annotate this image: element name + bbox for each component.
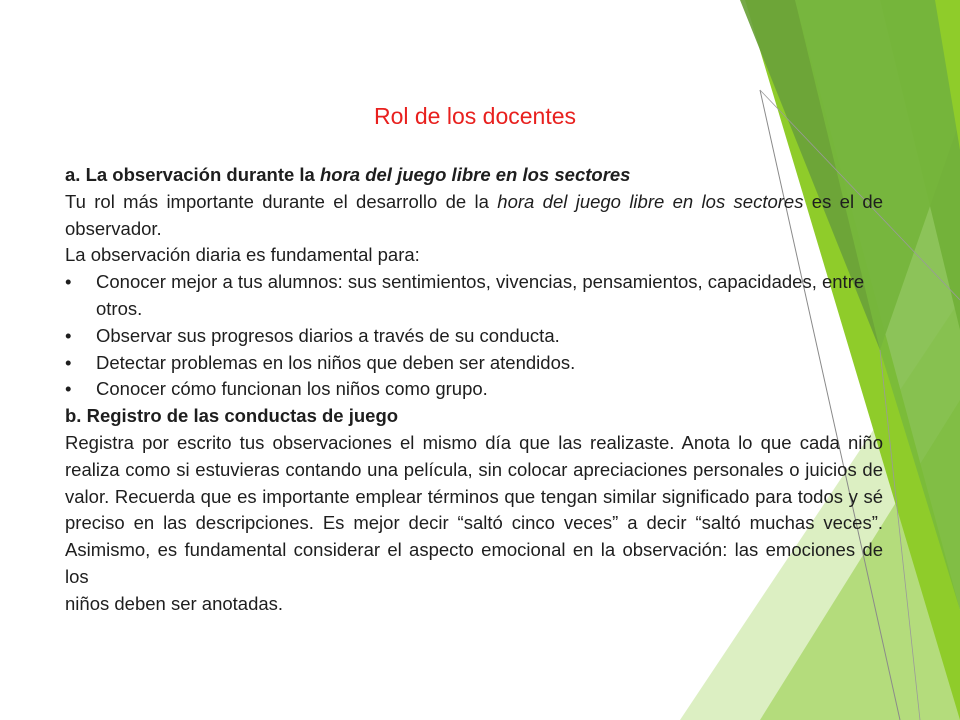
section-b-paragraph: Registra por escrito tus observaciones el mismo día que las realizaste. Anota lo que cada niño realiza como si estuvieras contando una película, sin colocar apreciaciones personales o juicios de valor. Recuerda que es importante emplear términos que tengan similar significado para todos y sé preciso en las descripciones. Es mejor decir “saltó cinco veces” a decir “saltó muchas veces”. Asimismo, es fundamental considerar el aspecto emocional en la observación: las emociones de los	[65, 431, 883, 587]
section-a-paragraph	[65, 189, 883, 243]
bullet-item	[65, 269, 883, 323]
bullet-text: Conocer mejor a tus alumnos: sus sentimientos, vivencias, pensamientos, capacidades, entre otros.	[96, 271, 865, 319]
bullet-dot: •	[65, 324, 72, 346]
section-a-intro: La observación diaria es fundamental para:	[65, 244, 420, 266]
bullet-dot: •	[65, 271, 72, 293]
bullet-text: Observar sus progresos diarios a través de su conducta.	[96, 324, 560, 346]
section-b-paragraph-end: niños deben ser anotadas.	[65, 592, 284, 614]
bullet-dot: •	[65, 378, 72, 400]
bullet-text: Detectar problemas en los niños que deben ser atendidos.	[96, 351, 576, 373]
section-a-heading-text: a. La observación durante la	[65, 164, 320, 185]
bullet-item	[65, 376, 883, 403]
section-b-heading: b. Registro de las conductas de juego	[65, 405, 399, 427]
bullet-dot: •	[65, 351, 72, 373]
section-a-paragraph-emphasis: hora del juego libre en los sectores	[497, 190, 804, 212]
section-a-heading	[65, 162, 883, 189]
bullet-item	[65, 323, 883, 350]
bullet-item	[65, 350, 883, 377]
slide-title: Rol de los docentes	[373, 103, 576, 129]
section-a-paragraph-text-1: Tu rol más importante durante el desarrollo de la	[65, 190, 498, 212]
section-a-paragraph-text-2: es el de observador.	[65, 190, 884, 239]
slide-body	[65, 162, 883, 618]
section-a-heading-emphasis: hora del juego libre en los sectores	[319, 164, 631, 185]
bullet-text: Conocer cómo funcionan los niños como grupo.	[96, 378, 488, 400]
